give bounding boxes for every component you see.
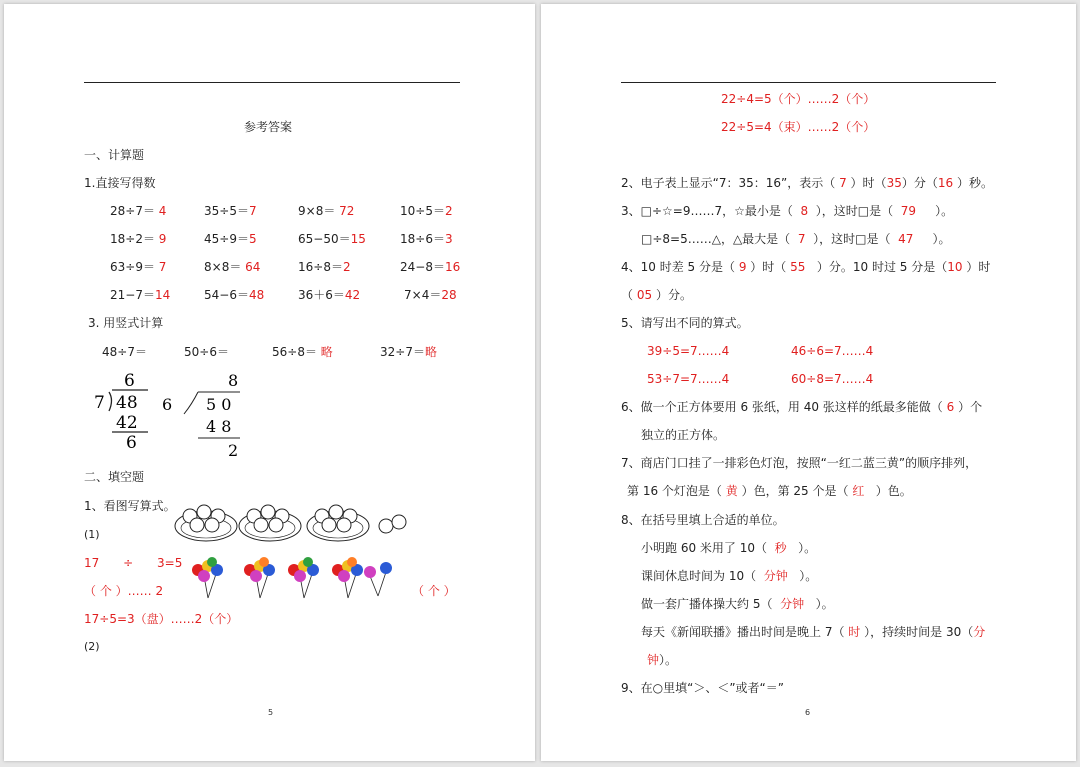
- direct-item: 16÷8＝2: [298, 260, 351, 274]
- apple-plates-illustration: [174, 494, 414, 546]
- divisor: 6: [162, 395, 173, 414]
- page-5: [4, 4, 535, 761]
- quotient: 6: [124, 371, 135, 391]
- page-6: [541, 4, 1076, 761]
- vertical-problem: 50÷6＝: [184, 345, 229, 359]
- section-heading-1: 一、计算题: [84, 148, 145, 162]
- question-3b: □÷8=5……△，△最大是（ 7 ），这时□是（ 47 ）。: [641, 232, 951, 246]
- direct-item: 65−50＝15: [298, 232, 366, 246]
- balloon-bunch: [244, 557, 275, 598]
- quotient: 8: [228, 371, 239, 390]
- answer-line: 22÷5=4（束）……2（个）: [721, 120, 876, 134]
- question-3a: 3、□÷☆=9……7，☆最小是（ 8 ），这时□是（ 79 ）。: [621, 204, 954, 218]
- question-7b: 第 16 个灯泡是（ 黄 ）色，第 25 个是（ 红 ）色。: [627, 484, 912, 498]
- vertical-problem: 32÷7＝略: [380, 345, 437, 359]
- item-label-2: (2): [84, 640, 100, 653]
- subheading-direct: 1.直接写得数: [84, 176, 156, 190]
- vertical-problem: 56÷8＝ 略: [272, 345, 333, 359]
- question-9: 9、在○里填“＞、＜”或者“＝”: [621, 681, 784, 695]
- question-8d: 每天《新闻联播》播出时间是晚上 7（ 时 ），持续时间是 30（分: [641, 625, 986, 639]
- direct-item: 54−6＝48: [204, 288, 265, 302]
- equation-unit-right: （ 个 ）: [412, 584, 456, 598]
- division-bracket: [109, 392, 112, 411]
- answer-line: 17÷5=3（盘）……2（个）: [84, 612, 239, 626]
- long-division-48-by-7: [88, 366, 158, 456]
- question-2: 2、电子表上显示“7：35：16”，表示（ 7 ）时（35）分（16 ）秒。: [621, 176, 993, 190]
- question-8e: 钟）。: [647, 653, 678, 667]
- direct-item: 10÷5＝2: [400, 204, 453, 218]
- balloons-illustration: [184, 556, 394, 602]
- item-label-1: (1): [84, 528, 100, 541]
- direct-item: 24−8＝16: [400, 260, 461, 274]
- direct-item: 18÷6＝3: [400, 232, 453, 246]
- page-number: 6: [805, 708, 811, 717]
- dividend: 5 0: [206, 395, 232, 414]
- question-1: 1、看图写算式。: [84, 499, 176, 513]
- balloon-bunch: [288, 557, 319, 598]
- direct-item: 9×8＝ 72: [298, 204, 355, 218]
- q5-answer: 60÷8=7……4: [791, 372, 874, 386]
- question-6b: 独立的正方体。: [641, 428, 726, 442]
- loose-apples: [379, 515, 406, 533]
- subheading-vertical: 3. 用竖式计算: [88, 316, 164, 330]
- question-5: 5、请写出不同的算式。: [621, 316, 749, 330]
- equation-unit-left: （ 个 ）…… 2: [84, 584, 164, 598]
- section-heading-2: 二、填空题: [84, 470, 145, 484]
- division-bracket: [184, 392, 198, 414]
- question-8b: 课间休息时间为 10（ 分钟 ）。: [641, 569, 818, 583]
- balloon-bunch: [332, 557, 363, 598]
- question-4b: （ 05 ）分。: [621, 288, 692, 302]
- direct-item: 21−7＝14: [110, 288, 171, 302]
- direct-item: 35÷5＝7: [204, 204, 257, 218]
- balloon-pair: [364, 562, 392, 596]
- question-8c: 做一套广播体操大约 5（ 分钟 ）。: [641, 597, 834, 611]
- plate-with-apples: [307, 505, 369, 541]
- question-7a: 7、商店门口挂了一排彩色灯泡，按照“一红二蓝三黄”的顺序排列，: [621, 456, 978, 470]
- page-title: 参考答案: [244, 120, 293, 134]
- direct-item: 63÷9＝ 7: [110, 260, 167, 274]
- plate-with-apples: [239, 505, 301, 541]
- direct-item: 28÷7＝ 4: [110, 204, 167, 218]
- vertical-problem: 48÷7＝: [102, 345, 147, 359]
- question-8a: 小明跑 60 米用了 10（ 秒 ）。: [641, 541, 817, 555]
- long-division-50-by-6: [156, 366, 256, 462]
- q5-answer: 53÷7=7……4: [647, 372, 730, 386]
- question-6a: 6、做一个正方体要用 6 张纸，用 40 张这样的纸最多能做（ 6 ）个: [621, 400, 983, 414]
- direct-item: 18÷2＝ 9: [110, 232, 167, 246]
- remainder: 6: [126, 433, 137, 453]
- q5-answer: 39÷5=7……4: [647, 344, 730, 358]
- divisor: 7: [94, 393, 105, 413]
- question-4a: 4、10 时差 5 分是（ 9 ）时（ 55 ）分。10 时过 5 分是（10 ）时: [621, 260, 991, 274]
- direct-item: 45÷9＝5: [204, 232, 257, 246]
- product: 4 8: [206, 417, 232, 436]
- product: 42: [116, 413, 138, 433]
- q5-answer: 46÷6=7……4: [791, 344, 874, 358]
- remainder: 2: [228, 441, 239, 460]
- balloon-bunch: [192, 557, 223, 598]
- plate-with-apples: [175, 505, 237, 541]
- answer-line: 22÷4=5（个）……2（个）: [721, 92, 876, 106]
- direct-item: 8×8＝ 64: [204, 260, 261, 274]
- header-rule: [84, 82, 460, 83]
- dividend: 48: [116, 393, 138, 413]
- direct-item: 7×4＝28: [404, 288, 457, 302]
- page-number: 5: [268, 708, 274, 717]
- question-8: 8、在括号里填上合适的单位。: [621, 513, 785, 527]
- header-rule: [621, 82, 996, 83]
- equation-row: 17 ÷ 3=5: [84, 556, 183, 570]
- direct-item: 36＋6＝42: [298, 288, 361, 302]
